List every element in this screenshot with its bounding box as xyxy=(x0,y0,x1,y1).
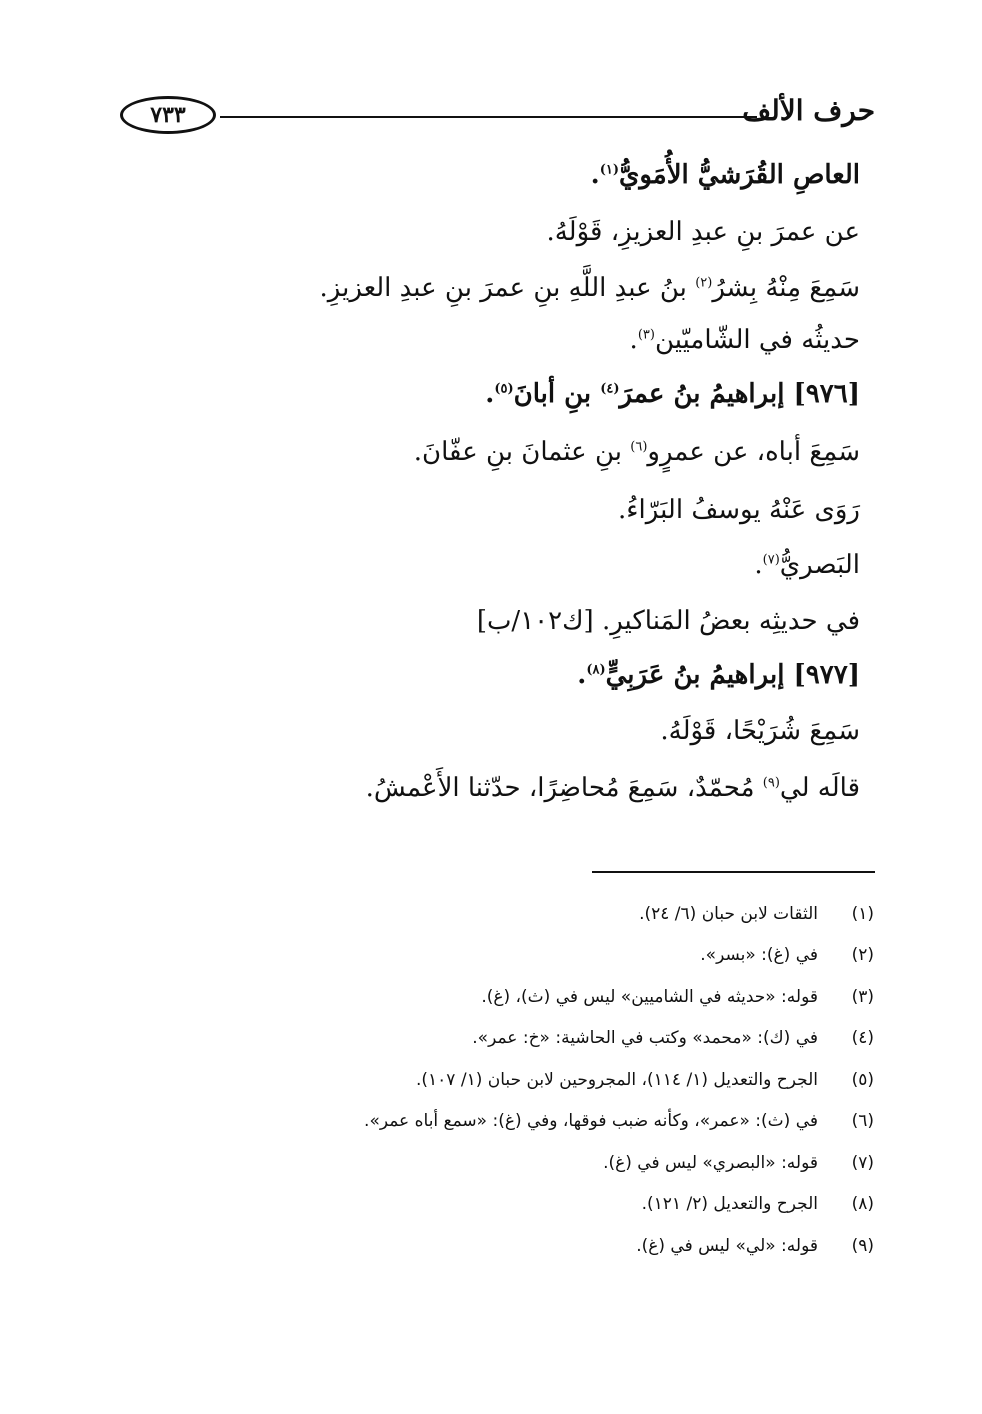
line-end: . xyxy=(754,550,763,580)
footnote-text: قوله: «حديثه في الشاميين» ليس في (ث)، (غ). xyxy=(481,986,818,1007)
chapter-title: حرف الألف xyxy=(742,94,875,127)
footnote-text: قوله: «البصري» ليس في (غ). xyxy=(603,1152,818,1173)
line-text: البَصريُّ xyxy=(779,550,860,580)
footnote-text: في (ك): «محمد» وكتب في الحاشية: «خ: عمر». xyxy=(472,1028,818,1049)
body-line-12 xyxy=(366,773,860,804)
footnote-text: في (غ): «بسر». xyxy=(700,945,818,966)
footnote-item xyxy=(254,935,874,977)
footnote-separator xyxy=(592,871,875,873)
footnote-item xyxy=(254,1059,874,1101)
footnote-number: (٢) xyxy=(851,945,874,966)
footnote-text: الجرح والتعديل (١/ ١١٤)، المجروحين لابن حبان (١/ ١٠٧). xyxy=(416,1069,818,1090)
header-rule xyxy=(220,116,757,118)
footnote-ref: (٣) xyxy=(637,327,655,343)
footnote-item xyxy=(254,1225,874,1267)
footnote-ref: (٥) xyxy=(494,381,514,397)
footnote-number: (٧) xyxy=(851,1152,874,1173)
line-end: . xyxy=(629,325,638,355)
body-line-11 xyxy=(660,716,860,747)
line-text: [٩٧٧] إبراهيمُ بنُ عَرَبِيٍّ xyxy=(605,660,860,690)
footnote-ref: (١) xyxy=(599,162,619,178)
line-text: سَمِعَ مِنْهُ بِشرُ xyxy=(712,273,860,303)
footnote-ref: (٨) xyxy=(586,662,606,678)
page-number: ٧٣٣ xyxy=(150,102,186,128)
footnote-ref: (٧) xyxy=(762,552,780,568)
line-text: [٩٧٦] إبراهيمُ بنُ عمرَ xyxy=(619,379,860,409)
footnote-ref: (٤) xyxy=(600,381,620,397)
line-end: . xyxy=(485,379,495,409)
footnote-item xyxy=(254,976,874,1018)
footnote-number: (٨) xyxy=(851,1194,874,1215)
line-text: حديثُه في الشّاميّين xyxy=(654,325,860,355)
footnote-number: (٤) xyxy=(851,1028,874,1049)
footnote-number: (٣) xyxy=(851,986,874,1007)
body-line-7 xyxy=(618,495,860,526)
line-text: عن عمرَ بنِ عبدِ العزيزِ، قَوْلَهُ. xyxy=(546,217,860,247)
body-line-8 xyxy=(754,550,860,581)
footnote-text: في (ث): «عمر»، وكأنه ضبب فوقها، وفي (غ): «سمع أباه عمر». xyxy=(364,1111,818,1132)
line-end: بنِ عثمانَ بنِ عفّانَ. xyxy=(413,437,631,467)
footnote-text: قوله: «لي» ليس في (غ). xyxy=(636,1235,818,1256)
page-header xyxy=(120,92,875,142)
line-text: في حديثِه بعضُ المَناكيرِ. [ك١٠٢/ب] xyxy=(476,606,860,636)
body-line-3 xyxy=(320,273,861,304)
footnote-item xyxy=(254,1101,874,1143)
body-line-6 xyxy=(414,437,860,468)
footnote-number: (١) xyxy=(851,903,874,924)
footnote-number: (٩) xyxy=(851,1235,874,1256)
line-end: . xyxy=(590,160,600,190)
footnote-ref: (٩) xyxy=(762,775,780,791)
footnote-item xyxy=(254,893,874,935)
line-end: بنُ عبدِ اللَّهِ بنِ عمرَ بنِ عبدِ العزيزِ. xyxy=(319,273,696,303)
line-text: سَمِعَ أباه، عن عمرٍو xyxy=(647,437,860,467)
footnote-ref: (٢) xyxy=(695,275,713,291)
footnote-item xyxy=(254,1184,874,1226)
line-end: مُحمّدٌ، سَمِعَ مُحاضِرًا، حدّثنا الأَعْمشُ. xyxy=(365,773,763,803)
line-end: . xyxy=(577,660,587,690)
footnote-item xyxy=(254,1142,874,1184)
body-line-9 xyxy=(477,606,860,637)
line-text: العاصِ القُرَشيُّ الأُمَويُّ xyxy=(618,160,860,190)
footnote-text: الثقات لابن حبان (٦/ ٢٤). xyxy=(639,903,818,924)
footnote-ref: (٦) xyxy=(630,439,648,455)
line-text: رَوَى عَنْهُ يوسفُ البَرّاءُ. xyxy=(618,495,860,525)
footnotes-list xyxy=(254,893,874,1267)
body-line-4 xyxy=(630,325,860,356)
entry-heading-977 xyxy=(577,660,860,691)
entry-heading-976 xyxy=(485,379,860,410)
body-line-2 xyxy=(546,217,860,248)
body-line-1 xyxy=(591,160,860,191)
footnote-number: (٥) xyxy=(851,1069,874,1090)
page-number-badge xyxy=(120,96,216,134)
line-text: سَمِعَ شُرَيْحًا، قَوْلَهُ. xyxy=(660,716,860,746)
footnote-text: الجرح والتعديل (٢/ ١٢١). xyxy=(641,1194,818,1215)
footnote-item xyxy=(254,1018,874,1060)
footnote-number: (٦) xyxy=(851,1111,874,1132)
line-end: بنِ أبانَ xyxy=(513,379,601,409)
line-text: قالَه لي xyxy=(779,773,860,803)
